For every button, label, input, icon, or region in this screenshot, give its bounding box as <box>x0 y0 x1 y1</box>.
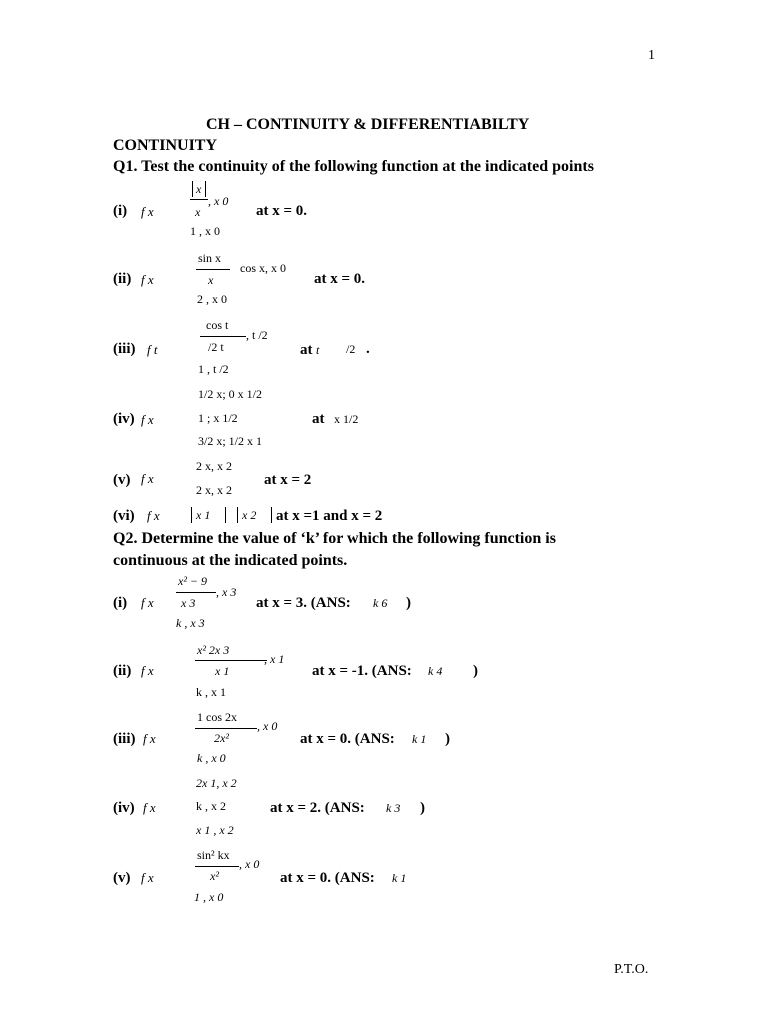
numerator: x² − 9 <box>178 574 208 588</box>
denominator: x 1 <box>215 664 230 678</box>
indicated-point-value: x 1/2 <box>334 412 359 426</box>
case-2: 1 , x 0 <box>190 224 220 238</box>
case-condition: , x 0 <box>208 194 229 208</box>
function-name: f x <box>141 595 154 610</box>
case-2: k , x 0 <box>197 751 226 765</box>
indicated-point: at x = 2. (ANS: <box>270 800 365 816</box>
indicated-point-label: at <box>300 342 313 358</box>
abs-bar <box>191 507 192 523</box>
answer-close: ) <box>420 800 425 816</box>
item-label: (iii) <box>113 731 136 747</box>
case-condition: , x 1 <box>264 652 285 666</box>
indicated-point: at x = 0. <box>314 271 366 287</box>
function-name: f x <box>141 412 154 427</box>
indicated-point: at x = 3. (ANS: <box>256 595 351 611</box>
row-2: k , x 2 <box>196 799 226 813</box>
denominator: x <box>208 273 214 287</box>
case-condition: cos x, x 0 <box>240 261 286 275</box>
row-3: x 1 , x 2 <box>196 823 234 837</box>
indicated-point-label: at <box>312 411 325 427</box>
abs-term-2: x 2 <box>242 508 257 522</box>
case-condition: , x 3 <box>216 585 237 599</box>
indicated-point: at x = -1. (ANS: <box>312 663 412 679</box>
function-name: f x <box>141 870 154 885</box>
numerator: cos t <box>206 318 229 332</box>
case-2: k , x 3 <box>176 616 205 630</box>
case-condition: , x 0 <box>257 719 278 733</box>
numerator: x² 2x 3 <box>197 643 230 657</box>
fraction-bar <box>200 336 246 337</box>
item-label: (iii) <box>113 341 136 357</box>
row-1: 2 x, x 2 <box>196 459 232 473</box>
indicated-point: at x =1 and x = 2 <box>276 508 383 524</box>
item-label: (v) <box>113 472 131 488</box>
row-2: 1 ; x 1/2 <box>198 411 238 425</box>
function-name: f x <box>147 508 160 523</box>
abs-bar <box>271 507 272 523</box>
answer-value: k 3 <box>386 801 401 815</box>
abs-bar <box>225 507 226 523</box>
row-3: 3/2 x; 1/2 x 1 <box>198 434 263 448</box>
abs-term-1: x 1 <box>196 508 211 522</box>
abs-bar-right <box>205 181 206 197</box>
indicated-point: at x = 0. (ANS: <box>300 731 395 747</box>
indicated-point: at x = 0. <box>256 203 308 219</box>
fraction-bar <box>190 199 208 200</box>
item-label: (iv) <box>113 411 135 427</box>
numerator: sin x <box>198 251 222 265</box>
numerator: 1 cos 2x <box>197 710 237 724</box>
function-name: f t <box>147 342 158 357</box>
fraction-bar <box>196 269 230 270</box>
q2-heading-line-1: Q2. Determine the value of ‘k’ for which the following function is <box>113 530 556 547</box>
fraction-bar <box>195 866 239 867</box>
indicated-point-variable: t <box>316 343 320 357</box>
abs-bar <box>237 507 238 523</box>
item-label: (i) <box>113 203 128 219</box>
function-name: f x <box>143 800 156 815</box>
denominator: x² <box>210 869 219 883</box>
case-2: 1 , t /2 <box>198 362 229 376</box>
indicated-point-value: /2 <box>346 342 356 356</box>
answer-value: k 6 <box>373 596 388 610</box>
case-2: k , x 1 <box>196 685 226 699</box>
indicated-point: at x = 0. (ANS: <box>280 870 375 886</box>
fraction-bar <box>195 660 267 661</box>
item-label: (i) <box>113 595 128 611</box>
function-name: f x <box>141 272 154 287</box>
section-heading: CONTINUITY <box>113 137 218 154</box>
case-2: 2 , x 0 <box>197 292 227 306</box>
item-label: (vi) <box>113 508 135 524</box>
numerator: sin² kx <box>197 848 230 862</box>
answer-value: k 1 <box>392 871 407 885</box>
q2-heading-line-2: continuous at the indicated points. <box>113 552 348 569</box>
page-number: 1 <box>648 48 655 63</box>
case-condition: , x 0 <box>239 857 260 871</box>
row-1: 2x 1, x 2 <box>196 776 237 790</box>
indicated-point: at x = 2 <box>264 472 312 488</box>
denominator: x 3 <box>181 596 196 610</box>
answer-value: k 1 <box>412 732 427 746</box>
fraction-bar <box>176 592 216 593</box>
item-label: (v) <box>113 870 131 886</box>
answer-close: ) <box>473 663 478 679</box>
item-label: (iv) <box>113 800 135 816</box>
function-name: f x <box>143 731 156 746</box>
denominator: 2x² <box>214 731 229 745</box>
denominator: x <box>195 205 201 219</box>
period: . <box>366 341 370 357</box>
row-2: 2 x, x 2 <box>196 483 232 497</box>
denominator: /2 t <box>208 340 224 354</box>
row-1: 1/2 x; 0 x 1/2 <box>198 387 263 401</box>
fraction-bar <box>195 728 257 729</box>
function-name: f x <box>141 204 154 219</box>
answer-close: ) <box>445 731 450 747</box>
answer-value: k 4 <box>428 664 443 678</box>
q1-heading: Q1. Test the continuity of the following function at the indicated points <box>113 158 594 175</box>
numerator: x <box>196 182 202 196</box>
footer-pto: P.T.O. <box>614 962 649 977</box>
chapter-title: CH – CONTINUITY & DIFFERENTIABILTY <box>206 116 530 133</box>
abs-bar-left <box>192 181 193 197</box>
item-label: (ii) <box>113 663 132 679</box>
item-label: (ii) <box>113 271 132 287</box>
case-condition: , t /2 <box>246 328 268 342</box>
function-name: f x <box>141 471 154 486</box>
case-2: 1 , x 0 <box>194 890 224 904</box>
answer-close: ) <box>406 595 411 611</box>
function-name: f x <box>141 663 154 678</box>
